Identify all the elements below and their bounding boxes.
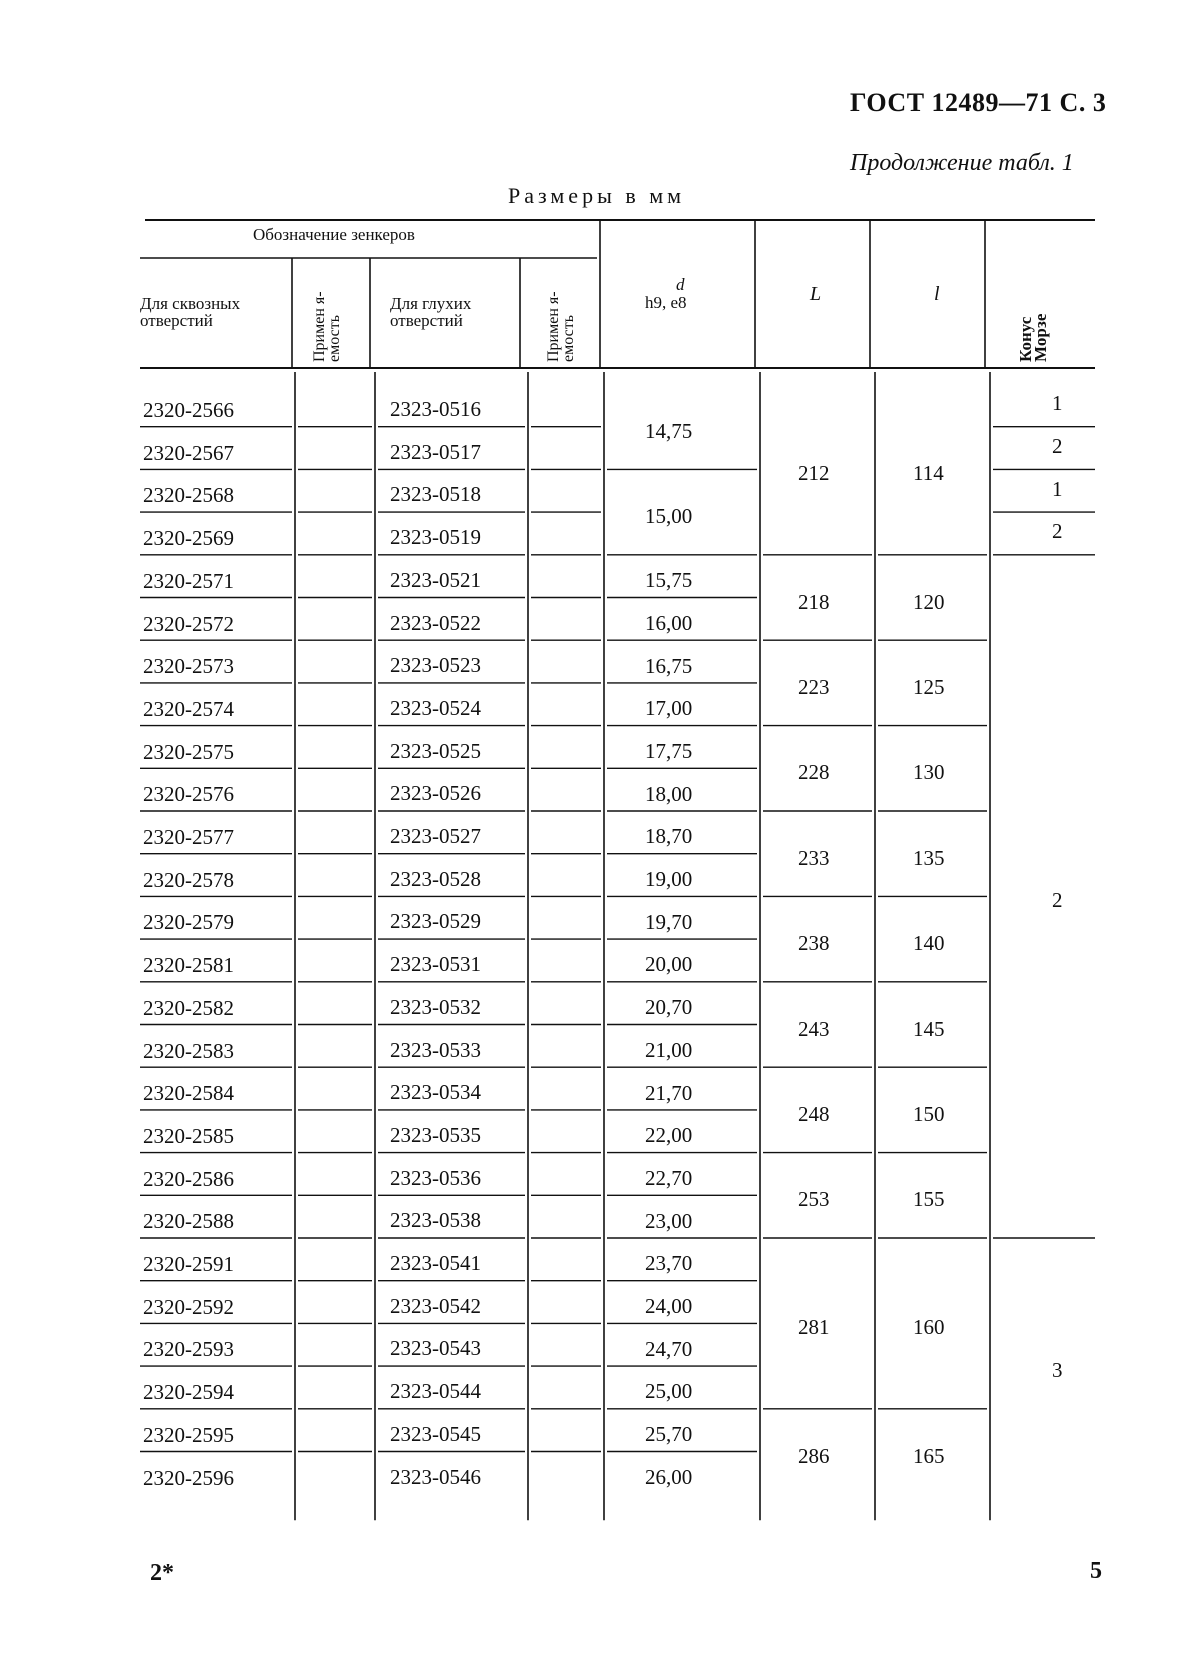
through-code: 2320-2585 <box>143 1123 234 1148</box>
L-value: 248 <box>798 1101 830 1126</box>
L-value: 281 <box>798 1315 830 1340</box>
through-code: 2320-2571 <box>143 568 234 593</box>
l-value: 114 <box>913 461 944 486</box>
L-value: 243 <box>798 1016 830 1041</box>
blind-code: 2323-0529 <box>390 909 481 934</box>
blind-code: 2323-0541 <box>390 1251 481 1275</box>
d-value: 18,70 <box>645 824 693 849</box>
L-value: 218 <box>798 589 830 614</box>
blind-code: 2323-0545 <box>390 1421 481 1446</box>
l-value: 165 <box>913 1443 945 1468</box>
d-value: 18,00 <box>645 781 693 806</box>
blind-code: 2323-0543 <box>390 1336 481 1361</box>
col-l: l <box>934 283 940 305</box>
d-value: 19,70 <box>645 909 693 934</box>
L-value: 253 <box>798 1187 830 1212</box>
morse-taper-value: 1 <box>1052 391 1063 416</box>
through-code: 2320-2575 <box>143 739 234 764</box>
d-value: 24,00 <box>645 1294 693 1319</box>
through-code: 2320-2583 <box>143 1038 234 1063</box>
blind-code: 2323-0521 <box>390 567 481 592</box>
blind-code: 2323-0532 <box>390 994 481 1019</box>
morse-taper-value: 2 <box>1052 888 1063 913</box>
blind-code: 2323-0517 <box>390 439 481 464</box>
through-code: 2320-2595 <box>143 1422 234 1447</box>
through-code: 2320-2584 <box>143 1081 234 1106</box>
signature-mark: 2* <box>150 1560 174 1586</box>
blind-code: 2323-0531 <box>390 952 481 977</box>
l-value: 140 <box>913 931 945 956</box>
d-value: 25,70 <box>645 1422 693 1447</box>
col-L: L <box>810 283 822 305</box>
l-value: 150 <box>913 1101 945 1126</box>
L-value: 228 <box>798 760 830 785</box>
l-value: 125 <box>913 674 945 699</box>
col-through-holes: Для сквозных отверстий <box>140 294 241 330</box>
morse-taper-value: 2 <box>1052 519 1063 544</box>
through-code: 2320-2588 <box>143 1209 234 1234</box>
col-d-tolerance: h9, e8 <box>645 293 687 312</box>
d-value: 23,00 <box>645 1208 693 1233</box>
col-blind-holes: Для глухих отверстий <box>390 294 472 330</box>
through-code: 2320-2578 <box>143 867 234 892</box>
blind-code: 2323-0525 <box>390 738 481 763</box>
d-value: 16,75 <box>645 653 693 678</box>
through-code: 2320-2577 <box>143 825 234 849</box>
L-value: 286 <box>798 1443 830 1468</box>
d-value: 23,70 <box>645 1251 693 1276</box>
through-code: 2320-2593 <box>143 1337 234 1362</box>
blind-code: 2323-0536 <box>390 1165 481 1190</box>
through-code: 2320-2574 <box>143 696 234 721</box>
blind-code: 2323-0544 <box>390 1379 481 1404</box>
blind-code: 2323-0527 <box>390 824 481 848</box>
blind-code: 2323-0542 <box>390 1293 481 1318</box>
blind-code: 2323-0533 <box>390 1037 481 1062</box>
col-morse-taper: Конус Морзе <box>1016 313 1050 362</box>
through-code: 2320-2582 <box>143 995 234 1020</box>
through-code: 2320-2591 <box>143 1252 234 1276</box>
d-value: 17,75 <box>645 738 693 763</box>
through-code: 2320-2568 <box>143 483 234 508</box>
d-value: 16,00 <box>645 610 693 635</box>
gost-header: ГОСТ 12489—71 С. 3 <box>850 88 1107 117</box>
table-continuation: Продолжение табл. 1 <box>850 150 1074 176</box>
d-value: 24,70 <box>645 1336 693 1361</box>
L-value: 238 <box>798 931 830 956</box>
l-value: 120 <box>913 589 945 614</box>
d-value: 19,00 <box>645 867 693 892</box>
through-code: 2320-2572 <box>143 611 234 636</box>
through-code: 2320-2586 <box>143 1166 234 1191</box>
morse-taper-value: 2 <box>1052 434 1063 459</box>
col-applicability-1: Примен я- емость <box>311 291 343 362</box>
through-code: 2320-2594 <box>143 1380 234 1405</box>
d-value: 17,00 <box>645 696 693 721</box>
d-value: 25,00 <box>645 1379 693 1404</box>
page-number: 5 <box>1090 1558 1102 1584</box>
L-value: 212 <box>798 461 830 486</box>
morse-taper-value: 1 <box>1052 476 1063 501</box>
through-code: 2320-2567 <box>143 440 234 465</box>
L-value: 233 <box>798 845 830 870</box>
d-value: 15,75 <box>645 568 693 593</box>
d-value: 21,70 <box>645 1080 693 1105</box>
L-value: 223 <box>798 674 830 699</box>
d-value: 26,00 <box>645 1464 693 1489</box>
through-code: 2320-2581 <box>143 953 234 978</box>
l-value: 145 <box>913 1016 945 1041</box>
d-value: 20,00 <box>645 952 693 977</box>
d-value: 21,00 <box>645 1037 693 1062</box>
through-code: 2320-2592 <box>143 1294 234 1319</box>
blind-code: 2323-0523 <box>390 653 481 678</box>
blind-code: 2323-0516 <box>390 397 481 421</box>
l-value: 155 <box>913 1187 945 1212</box>
col-applicability-2: Примен я- емость <box>545 291 577 362</box>
l-value: 130 <box>913 760 945 785</box>
blind-code: 2323-0522 <box>390 610 481 635</box>
blind-code: 2323-0546 <box>390 1464 481 1489</box>
d-value: 22,00 <box>645 1123 693 1148</box>
blind-code: 2323-0535 <box>390 1122 481 1147</box>
l-value: 135 <box>913 845 945 870</box>
through-code: 2320-2566 <box>143 398 234 422</box>
l-value: 160 <box>913 1315 945 1340</box>
d-value: 20,70 <box>645 995 693 1020</box>
blind-code: 2323-0528 <box>390 866 481 891</box>
through-code: 2320-2573 <box>143 654 234 679</box>
through-code: 2320-2576 <box>143 782 234 807</box>
blind-code: 2323-0524 <box>390 695 481 720</box>
d-value: 22,70 <box>645 1165 693 1190</box>
blind-code: 2323-0534 <box>390 1080 481 1105</box>
blind-code: 2323-0518 <box>390 482 481 507</box>
d-value: 15,00 <box>645 504 693 529</box>
blind-code: 2323-0526 <box>390 781 481 806</box>
blind-code: 2323-0519 <box>390 525 481 550</box>
col-d-symbol: d <box>676 275 685 294</box>
d-value: 14,75 <box>645 418 693 443</box>
blind-code: 2323-0538 <box>390 1208 481 1233</box>
group-header: Обозначение зенкеров <box>253 225 415 244</box>
through-code: 2320-2569 <box>143 526 234 551</box>
morse-taper-value: 3 <box>1052 1358 1063 1383</box>
through-code: 2320-2579 <box>143 910 234 935</box>
units-caption: Размеры в мм <box>508 183 686 208</box>
through-code: 2320-2596 <box>143 1465 234 1490</box>
